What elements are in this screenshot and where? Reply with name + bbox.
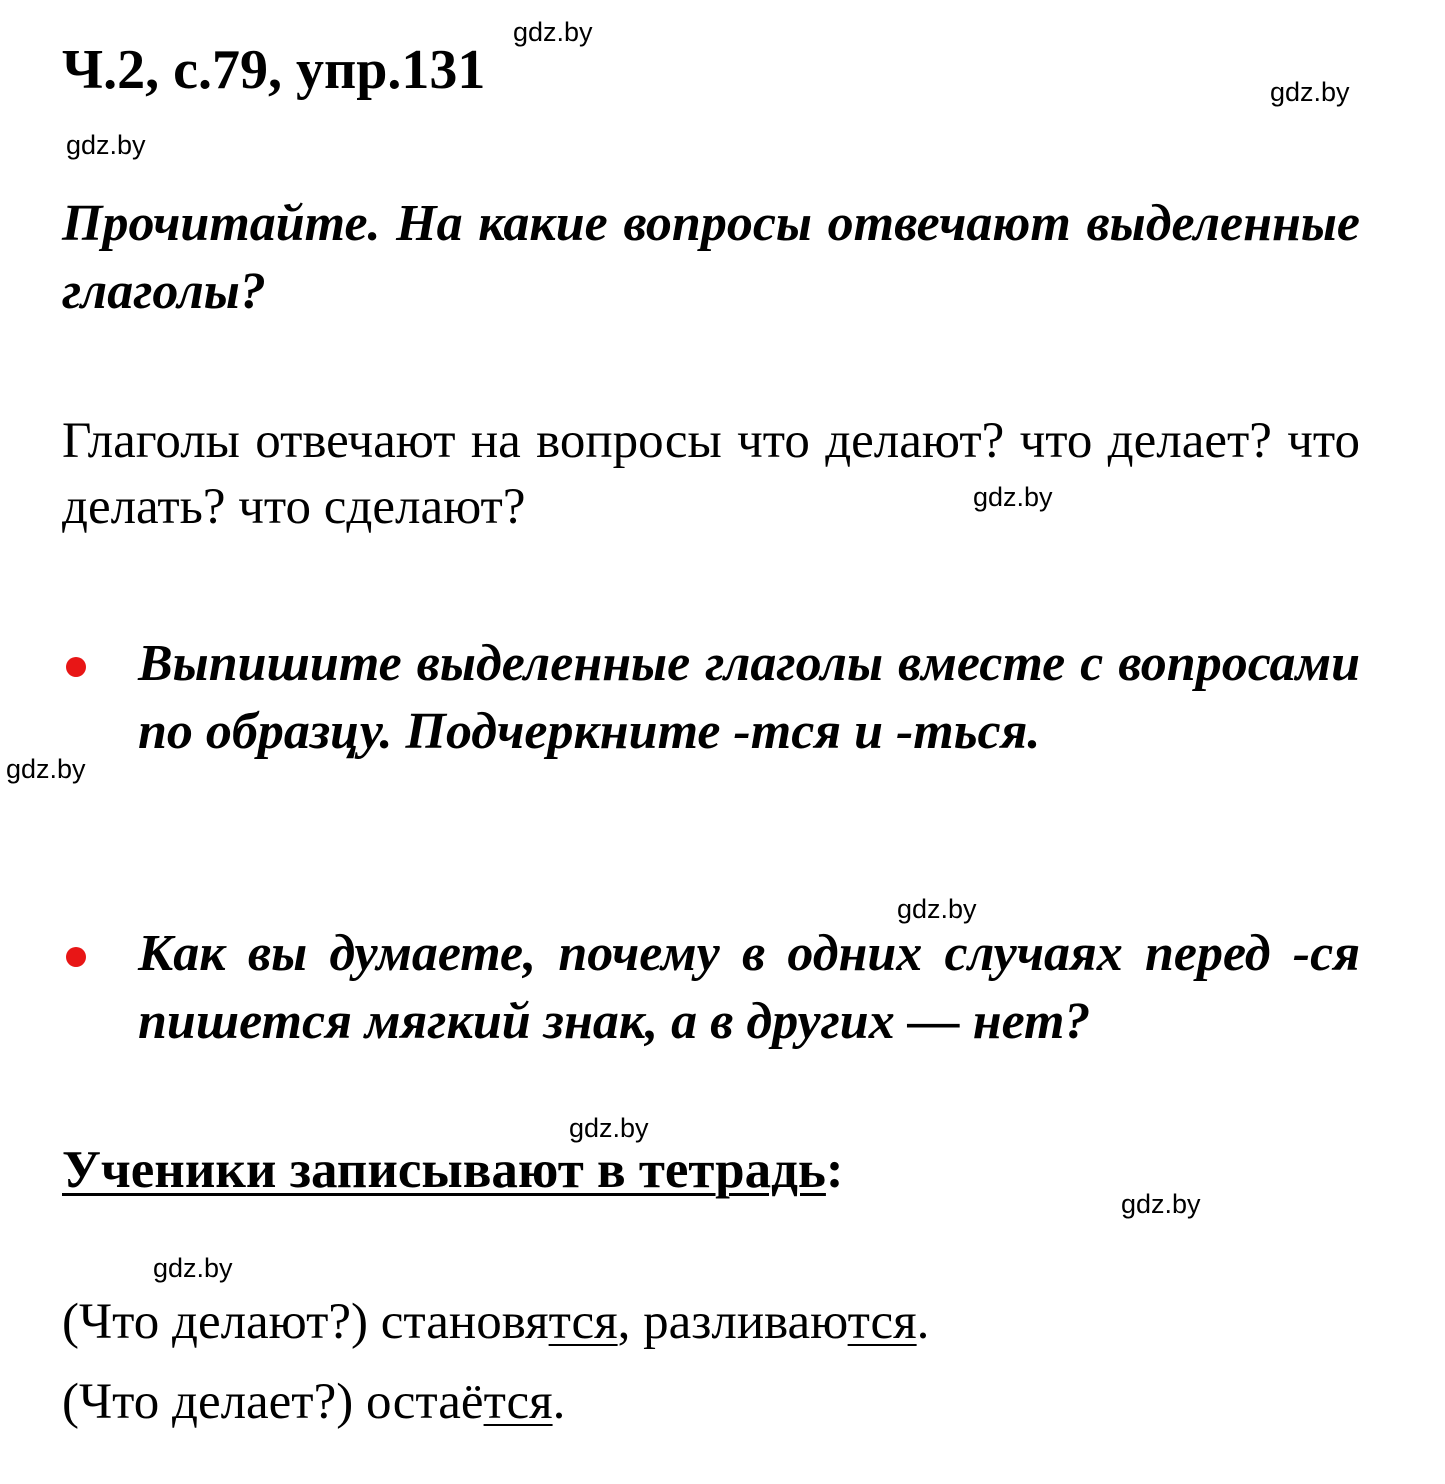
separator: , <box>617 1294 644 1350</box>
underlined-suffix: тся <box>847 1294 917 1350</box>
watermark: gdz.by <box>973 482 1053 512</box>
watermark: gdz.by <box>1121 1189 1201 1219</box>
bullet-dot-icon <box>66 947 86 967</box>
watermark: gdz.by <box>153 1253 233 1283</box>
word-stem: остаё <box>365 1374 484 1430</box>
watermark: gdz.by <box>66 130 146 160</box>
underlined-suffix: тся <box>483 1374 553 1430</box>
word-stem: разливаю <box>643 1294 848 1350</box>
bullet-text: Выпишите выделенные глаголы вместе с вопросами по образцу. Подчеркните -тся и -ться. <box>138 635 1360 760</box>
bullet-dot-icon <box>66 657 86 677</box>
watermark: gdz.by <box>6 754 86 784</box>
notebook-heading-colon: : <box>825 1141 844 1199</box>
task-instruction: Прочитайте. На какие вопросы отвечают выделенные глаголы? <box>62 195 1360 320</box>
line-end: . <box>552 1374 566 1430</box>
question-label: (Что делают?) <box>62 1294 381 1350</box>
notebook-line-1 <box>62 1293 929 1351</box>
watermark: gdz.by <box>513 17 593 47</box>
answer-text: Глаголы отвечают на вопросы что делают? что делает? что делать? что сделают? <box>62 413 1360 535</box>
notebook-heading <box>62 1140 844 1200</box>
word-stem: становя <box>380 1294 549 1350</box>
question-label: (Что делает?) <box>62 1374 366 1430</box>
notebook-line-2 <box>62 1373 565 1431</box>
notebook-heading-text: Ученики записывают в тетрадь <box>62 1141 826 1199</box>
underlined-suffix: тся <box>548 1294 618 1350</box>
watermark: gdz.by <box>1270 77 1350 107</box>
bullet-text: Как вы думаете, почему в одних случаях перед -ся пишется мягкий знак, а в других — нет? <box>138 925 1360 1050</box>
watermark: gdz.by <box>897 894 977 924</box>
watermark: gdz.by <box>569 1113 649 1143</box>
line-end: . <box>916 1294 930 1350</box>
page-title: Ч.2, с.79, упр.131 <box>62 39 486 101</box>
